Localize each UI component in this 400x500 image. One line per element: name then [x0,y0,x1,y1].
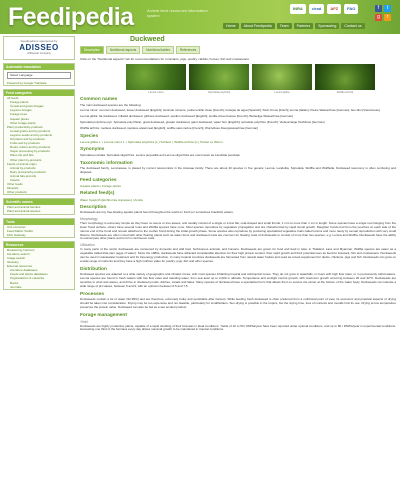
article-sections [80,97,396,332]
section-heading: Distribution [80,266,107,272]
top-navigation [223,23,365,29]
section-links[interactable]: Lemna gibba L. | Lemna minor L. | Spirodela polyrhiza (L.) Schleid. | Wolffia arrhiza (L.) Horkel ex Wimm. [80,140,224,145]
photo-gallery [126,64,396,90]
section-heading: Related feed(s) [80,191,115,197]
sidebar-link[interactable]: Other products [7,190,27,195]
sidebar-link[interactable]: Image search [7,256,26,260]
section-heading: Taxonomic information [80,160,133,166]
section-subheading: Yield [80,319,88,324]
sponsor-subline: A Bluestar Company [27,52,51,55]
section-heading: Feed categories [80,177,117,183]
content-tabs [80,46,396,54]
sidebar-link[interactable]: Feeds of animal origin [7,161,37,166]
tab-description[interactable]: Description [80,46,104,54]
section-paragraph: Duckweeds contain a lot of water (92-95%) and are therefore, extremely bulky and perishable after harvest. While feeding fresh duckweed is often preferred from a nutritional point of view, its economic and practical aspects of drying should be taken into consideration. Drying may be too expensive and not feasible, particularly for smallholders. Sun-drying is possible in the tropics, but the drying time, loss of nutrients and moulds limit its use. Drying at low temperature preserves the protein value. Duckweed can also be fed as a wet ensiled product. [80,297,396,309]
sidebar-link[interactable]: Books [10,280,19,285]
translate-powered-by: Powered by Google Translate [7,81,47,85]
section-paragraph: The main duckweed species are the following: [80,102,142,107]
sidebar-link[interactable]: Minerals [7,186,19,191]
sidebar-link[interactable]: Legume forages [10,108,32,113]
header-banner [0,0,400,34]
sidebar-link[interactable]: Oil plants and by-products [10,137,45,142]
sidebar-link[interactable]: Unit converter [7,224,26,229]
sidebar-link[interactable]: Feeds and plants databases [10,272,48,277]
section-heading: Description [80,204,107,210]
duckweed-photo[interactable] [126,64,186,90]
duckweed-photo[interactable] [189,64,249,90]
sidebar-link[interactable]: Broadening horizons [7,247,35,252]
sidebar-link[interactable]: Insects [10,177,20,182]
sponsor-intro: Feedipedia is sponsored by [20,39,58,43]
sidebar-link[interactable]: Feed Ration Toolkit [7,228,33,233]
photo-caption: Wolffia arrhiza [336,91,354,94]
translate-box [3,63,75,86]
sidebar-link[interactable]: Forage plants [10,100,29,105]
sidebar-link[interactable]: Cereal and grass forages [10,104,44,109]
resources-heading: Resources [4,242,74,248]
nav-team[interactable]: Team [277,23,292,29]
translate-heading: Automatic translation [4,64,74,70]
duckweed-photo[interactable] [315,64,375,90]
sidebar-link[interactable]: Animal by-products [10,165,36,170]
site-logo[interactable]: Feedipedia [8,3,134,31]
tools-list [4,225,74,237]
sidebar-link[interactable]: Roots, tubers and by-products [10,145,51,150]
sidebar-link[interactable]: FAO Gateway [7,232,26,237]
sidebar-link[interactable]: Journals [10,284,22,289]
resources-list [4,248,74,289]
sponsor-logo[interactable]: ADISSEO [19,43,59,52]
google-plus-icon[interactable]: g [375,14,382,21]
section-heading: Forage management [80,312,127,318]
sidebar-link[interactable]: Glossary [7,260,19,265]
section-paragraph: Their morphology is extremely simple as they have no stems or true leaves, and usually consist of a single or a few flat, oval-shaped and small fronds, 1 mm to more than 1 cm in length. Some species have a single root hanging from the lower frond surface, others have several roots and Wolffia species have none. Most species reproduce by vegetative propagation and are characterized by rapid clonal growth. Daughter fronds bud from the pouches on each side of the narrow end of the frond and remain attached to the mother frond during the initial growth phase. Some species also reproduce by producing specialized vegetative buds called turions and more rarely by sexual reproduction with very small flowers. Duckweeds are often mixed with other floating plants such as water ferns and duckweed mats are common for floating mats of duckweeds to consist of more than two species, e.g. Lemna and Wolffia. Duckweeds have the ability to outcompete other plants and to form continuous mats. [80,221,396,241]
tab-nutritional-tables[interactable]: Nutritional tables [142,46,174,54]
section-paragraph: Duckweed species are adapted to a wide variety of geographic and climatic zones, with most species inhabiting tropical and subtropical zones. They do not grow in waterfalls, in rivers with high flow rates, or in permanently turbid waters. Lemna species are found in fresh waters with low flow rates and standing water, from sea level up to 2,000 m altitude. Temperature and sunlight control growth, with maximum growth occurring between 20 and 30°C. Duckweeds are sensitive to wind and waves, and thrive in sheltered ponds, ditches, canals and lakes. Many species of duckweed have a specialized form that allows them to survive the winter at the bottom of the water body. Duckweeds can tolerate a wide range of pH values, between 5 and 9, with an optimum between 6.5 and 7.5. [80,272,396,288]
section-paragraph: In many parts of the world, duckweeds are consumed by domestic and wild fowl, herbivorous animals, and humans. Duckweeds are grown for food and feed in Asia: in Thailand, Laos and Myanmar, Wolffia species are eaten as a vegetable called khai-nam (eggs of water). Since the 1980s, duckweeds have attracted considerable attention for their high protein content, their rapid growth and their potential uses as feed for livestock, fish and crustaceans. Duckweeds can be used in wastewater treatment and for bioenergy production. In many tropical countries duckweeds are harvested from natural water bodies and used as a feed supplement for ducks, chickens, pigs and fish. Duckweeds can grow on a wide range of nutrients and they have a high nutritive value for poultry, pigs, fish and other species. [80,247,396,263]
nav-sponsoring[interactable]: Sponsoring [315,23,339,29]
social-links [375,5,391,21]
tools-heading: Tools [4,219,74,225]
language-select[interactable]: Select Language [7,72,71,79]
twitter-icon[interactable]: t [384,5,391,12]
feed-categories-list [4,96,74,194]
section-heading: Synonyms [80,147,105,153]
site-tagline: Animal feed resources information system [147,8,208,18]
section-paragraph: Duckweeds are highly productive plants, capable of a rapid doubling of their biomass in ideal conditions. Yields of 10 to 50 t DM/ha/year have been reported under optimal conditions, and up to 80 t DM/ha/year in experimental conditions. Harvesting one third of the biomass every day allows maximal growth to be maintained in tropical conditions. [80,323,396,332]
sidebar-link[interactable]: Literature databases [10,268,38,273]
tab-nutritional-aspects[interactable]: Nutritional aspects [106,46,140,54]
tab-references[interactable]: References [176,46,200,54]
partner-logo-inra[interactable]: INRA [290,4,306,14]
section-paragraph: Wolffia arrhiza: rootless duckweed, spotless watermeal [English]; wolffie sans racine [French]; Wurzellose Zwergwasserlinse [German] [80,125,259,130]
sidebar-link[interactable]: Animal fats and oils [10,173,37,178]
section-paragraph: Lemna minor: common duckweed, lesser duckweed [English]; lenticule mineure, petite lentille d'eau [French]; lentejas de agua [Spanish]; Klein Kroos [Dutch]; lemna [Italian]; Kleine Wasserlinse [German]; bèo tấm [Vietnamese] [80,108,380,113]
photo-caption: Lemna gibba [274,91,290,94]
feed-categories-heading: Feed categories [4,90,74,96]
sidebar-link[interactable]: Cereal grains and by-products [10,128,51,133]
sidebar-link[interactable]: Sugar processing by-products [10,149,50,154]
photo-captions [126,91,396,94]
partner-logos [290,4,358,14]
partner-logo-cirad[interactable]: cirad [309,4,325,14]
sidebar-link[interactable]: Plant and animal species [7,209,41,214]
rss-icon[interactable]: r [384,14,391,21]
nav-partners[interactable]: Partners [294,23,314,29]
sidebar-link[interactable]: All feeds [7,96,19,101]
scientific-names-box [3,198,75,214]
sidebar-link[interactable]: Literature search [7,251,30,256]
section-paragraph: The duckweed family, Lemnaceae, is placed by current taxonomists in the Araceae family. There are about 40 species in five genera: Lemna, Landoltia, Spirodela, Wolffia and Wolffiella. Duckweed taxonomy is often confusing and disputed. [80,166,396,174]
section-heading: Common names [80,97,118,102]
section-links[interactable]: Water hyacinth (Eichhornia crassipes) | Azolla [80,197,143,202]
sidebar-link[interactable]: Fruits and by-products [10,141,40,146]
sidebar-link[interactable]: External resources [7,264,33,269]
section-heading: Species [80,133,99,139]
photo-caption: Spirodela polyrhiza [207,91,231,94]
sidebar-link[interactable]: Dairy products/by-products [10,169,46,174]
tools-box [3,218,75,238]
intro-note: Click on the "Nutritional aspects" tab for recommendations for ruminants, pigs, poultry, rabbits, horses, fish and crustaceans [80,57,249,61]
section-subheading: Utilisation [80,243,95,248]
sidebar-link[interactable]: Other feeds [7,182,23,187]
section-paragraph: Spirodela polyrhiza (syn. Spirodela polyrrhiza): great duckweed, greater duckweed, giant duckweed, water fern [English]; spirodèle polyrhize [French]; Vielwurzelige Teichlinse [German] [80,120,325,125]
feed-categories-box [3,89,75,195]
facebook-icon[interactable]: f [375,5,382,12]
sidebar-link[interactable]: Other plant by-products [10,157,42,162]
sidebar [3,36,75,293]
nav-home[interactable]: Home [223,23,239,29]
sponsor-box[interactable] [3,36,75,60]
sidebar-link[interactable]: Plant oils and fats [10,153,34,158]
duckweed-photo[interactable] [252,64,312,90]
sidebar-link[interactable]: Plant and animal families [7,205,41,210]
partner-logo-afz[interactable]: AFZ [327,4,341,14]
partner-logo-fao[interactable]: FAO [344,4,358,14]
resources-box [3,241,75,290]
sidebar-link[interactable]: Other forage plants [10,120,36,125]
photo-caption: Lemna minor [148,91,164,94]
section-heading: Processes [80,291,105,297]
section-links[interactable]: Aquatic plants | Forage plants [80,184,121,189]
sidebar-link[interactable]: Plant products/by-products [7,124,43,129]
section-paragraph: Duckweeds are tiny free-floating aquatic plants found throughout the world on fresh (or sometimes brackish) waters. [80,210,234,215]
section-paragraph: Lemna gibba: fat duckweed, inflated duckweed, gibbous duckweed, swollen duckweed [English]; lentille d'eau bossue [French]; Buckelige Wasserlinse [German] [80,114,293,119]
sidebar-link[interactable]: Forage trees [10,112,28,117]
main-content [80,36,396,334]
section-subheading: Morphology [80,217,98,222]
scientific-names-heading: Scientific names [4,199,74,205]
sidebar-link[interactable]: Aquatic plants [10,116,29,121]
section-paragraph: Spirodela punctata, Spirodela oligorrhiza, Lemna perpusilla and Lemna oligorrhiza are now known as Landoltia punctata. [80,152,241,157]
nav-about[interactable]: About Feedipedia [241,23,275,29]
sidebar-link[interactable]: Organisations & networks [10,276,45,281]
sidebar-link[interactable]: Legume seeds and by-products [10,132,53,137]
nav-contact[interactable]: Contact us [341,23,364,29]
page-title: Duckweed [130,36,165,43]
scientific-names-list [4,205,74,213]
